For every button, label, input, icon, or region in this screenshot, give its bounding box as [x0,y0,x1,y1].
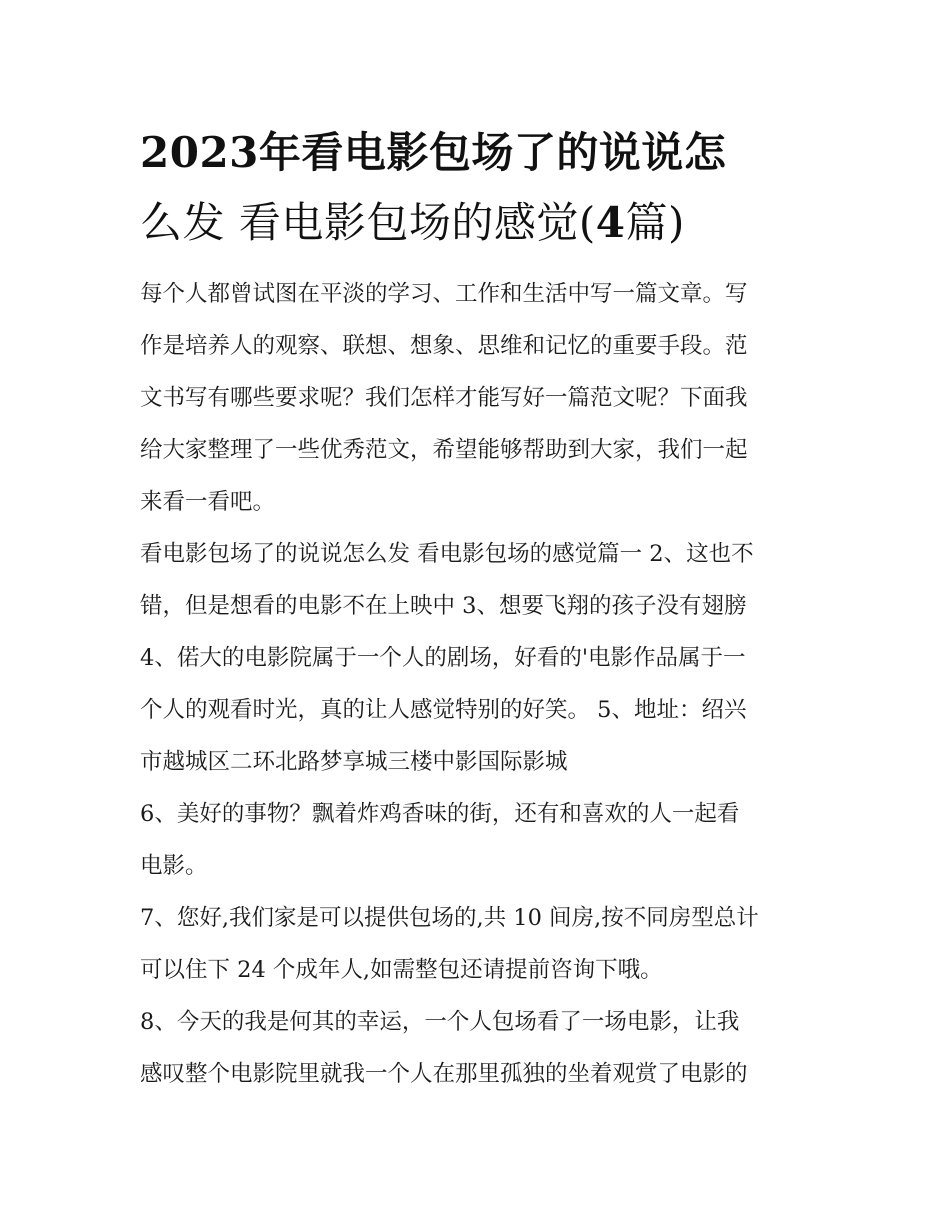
text-line: 7、您好,我们家是可以提供包场的,共 10 间房,按不同房型总计 [140,905,759,931]
paragraph-intro [140,268,812,528]
text-line: 给大家整理了一些优秀范文，希望能够帮助到大家，我们一起 [140,437,748,463]
title-count: 4 [595,198,626,247]
text-line: 每个人都曾试图在平淡的学习、工作和生活中写一篇文章。写 [140,281,748,307]
text-line: 可以住下 24 个成年人,如需整包还请提前咨询下哦。 [140,957,663,983]
text-line: 电影。 [140,853,208,879]
text-line: 8、今天的我是何其的幸运，一个人包场看了一场电影，让我 [140,1009,740,1035]
paragraph-part-one [140,528,812,788]
title-line-2 [140,188,812,258]
document-body [140,268,812,1100]
paragraph-item-6 [140,788,812,892]
paragraph-item-8 [140,996,812,1100]
text-line: 文书写有哪些要求呢？我们怎样才能写好一篇范文呢？下面我 [140,385,748,411]
text-line: 个人的观看时光，真的让人感觉特别的好笑。 5、地址：绍兴 [140,697,747,723]
text-line: 作是培养人的观察、联想、想象、思维和记忆的重要手段。范 [140,333,748,359]
text-line: 6、美好的事物？飘着炸鸡香味的街，还有和喜欢的人一起看 [140,801,740,827]
text-line: 看电影包场了的说说怎么发 看电影包场的感觉篇一 2、这也不 [140,541,754,567]
text-line: 4、偌大的电影院属于一个人的剧场，好看的'电影作品属于一 [140,645,746,671]
title-line-1: 2023年看电影包场了的说说怎 [140,128,727,177]
title-line-2-text: 么发 看电影包场的感觉( [140,198,596,247]
paragraph-item-7 [140,892,812,996]
document-title [140,118,812,258]
text-line: 市越城区二环北路梦享城三楼中影国际影城 [140,749,568,775]
title-line-2-suffix: 篇) [625,198,685,247]
text-line: 感叹整个电影院里就我一个人在那里孤独的坐着观赏了电影的 [140,1061,748,1087]
text-line: 来看一看吧。 [140,489,276,515]
document-page [140,118,812,1100]
text-line: 错，但是想看的电影不在上映中 3、想要飞翔的孩子没有翅膀 [140,593,747,619]
